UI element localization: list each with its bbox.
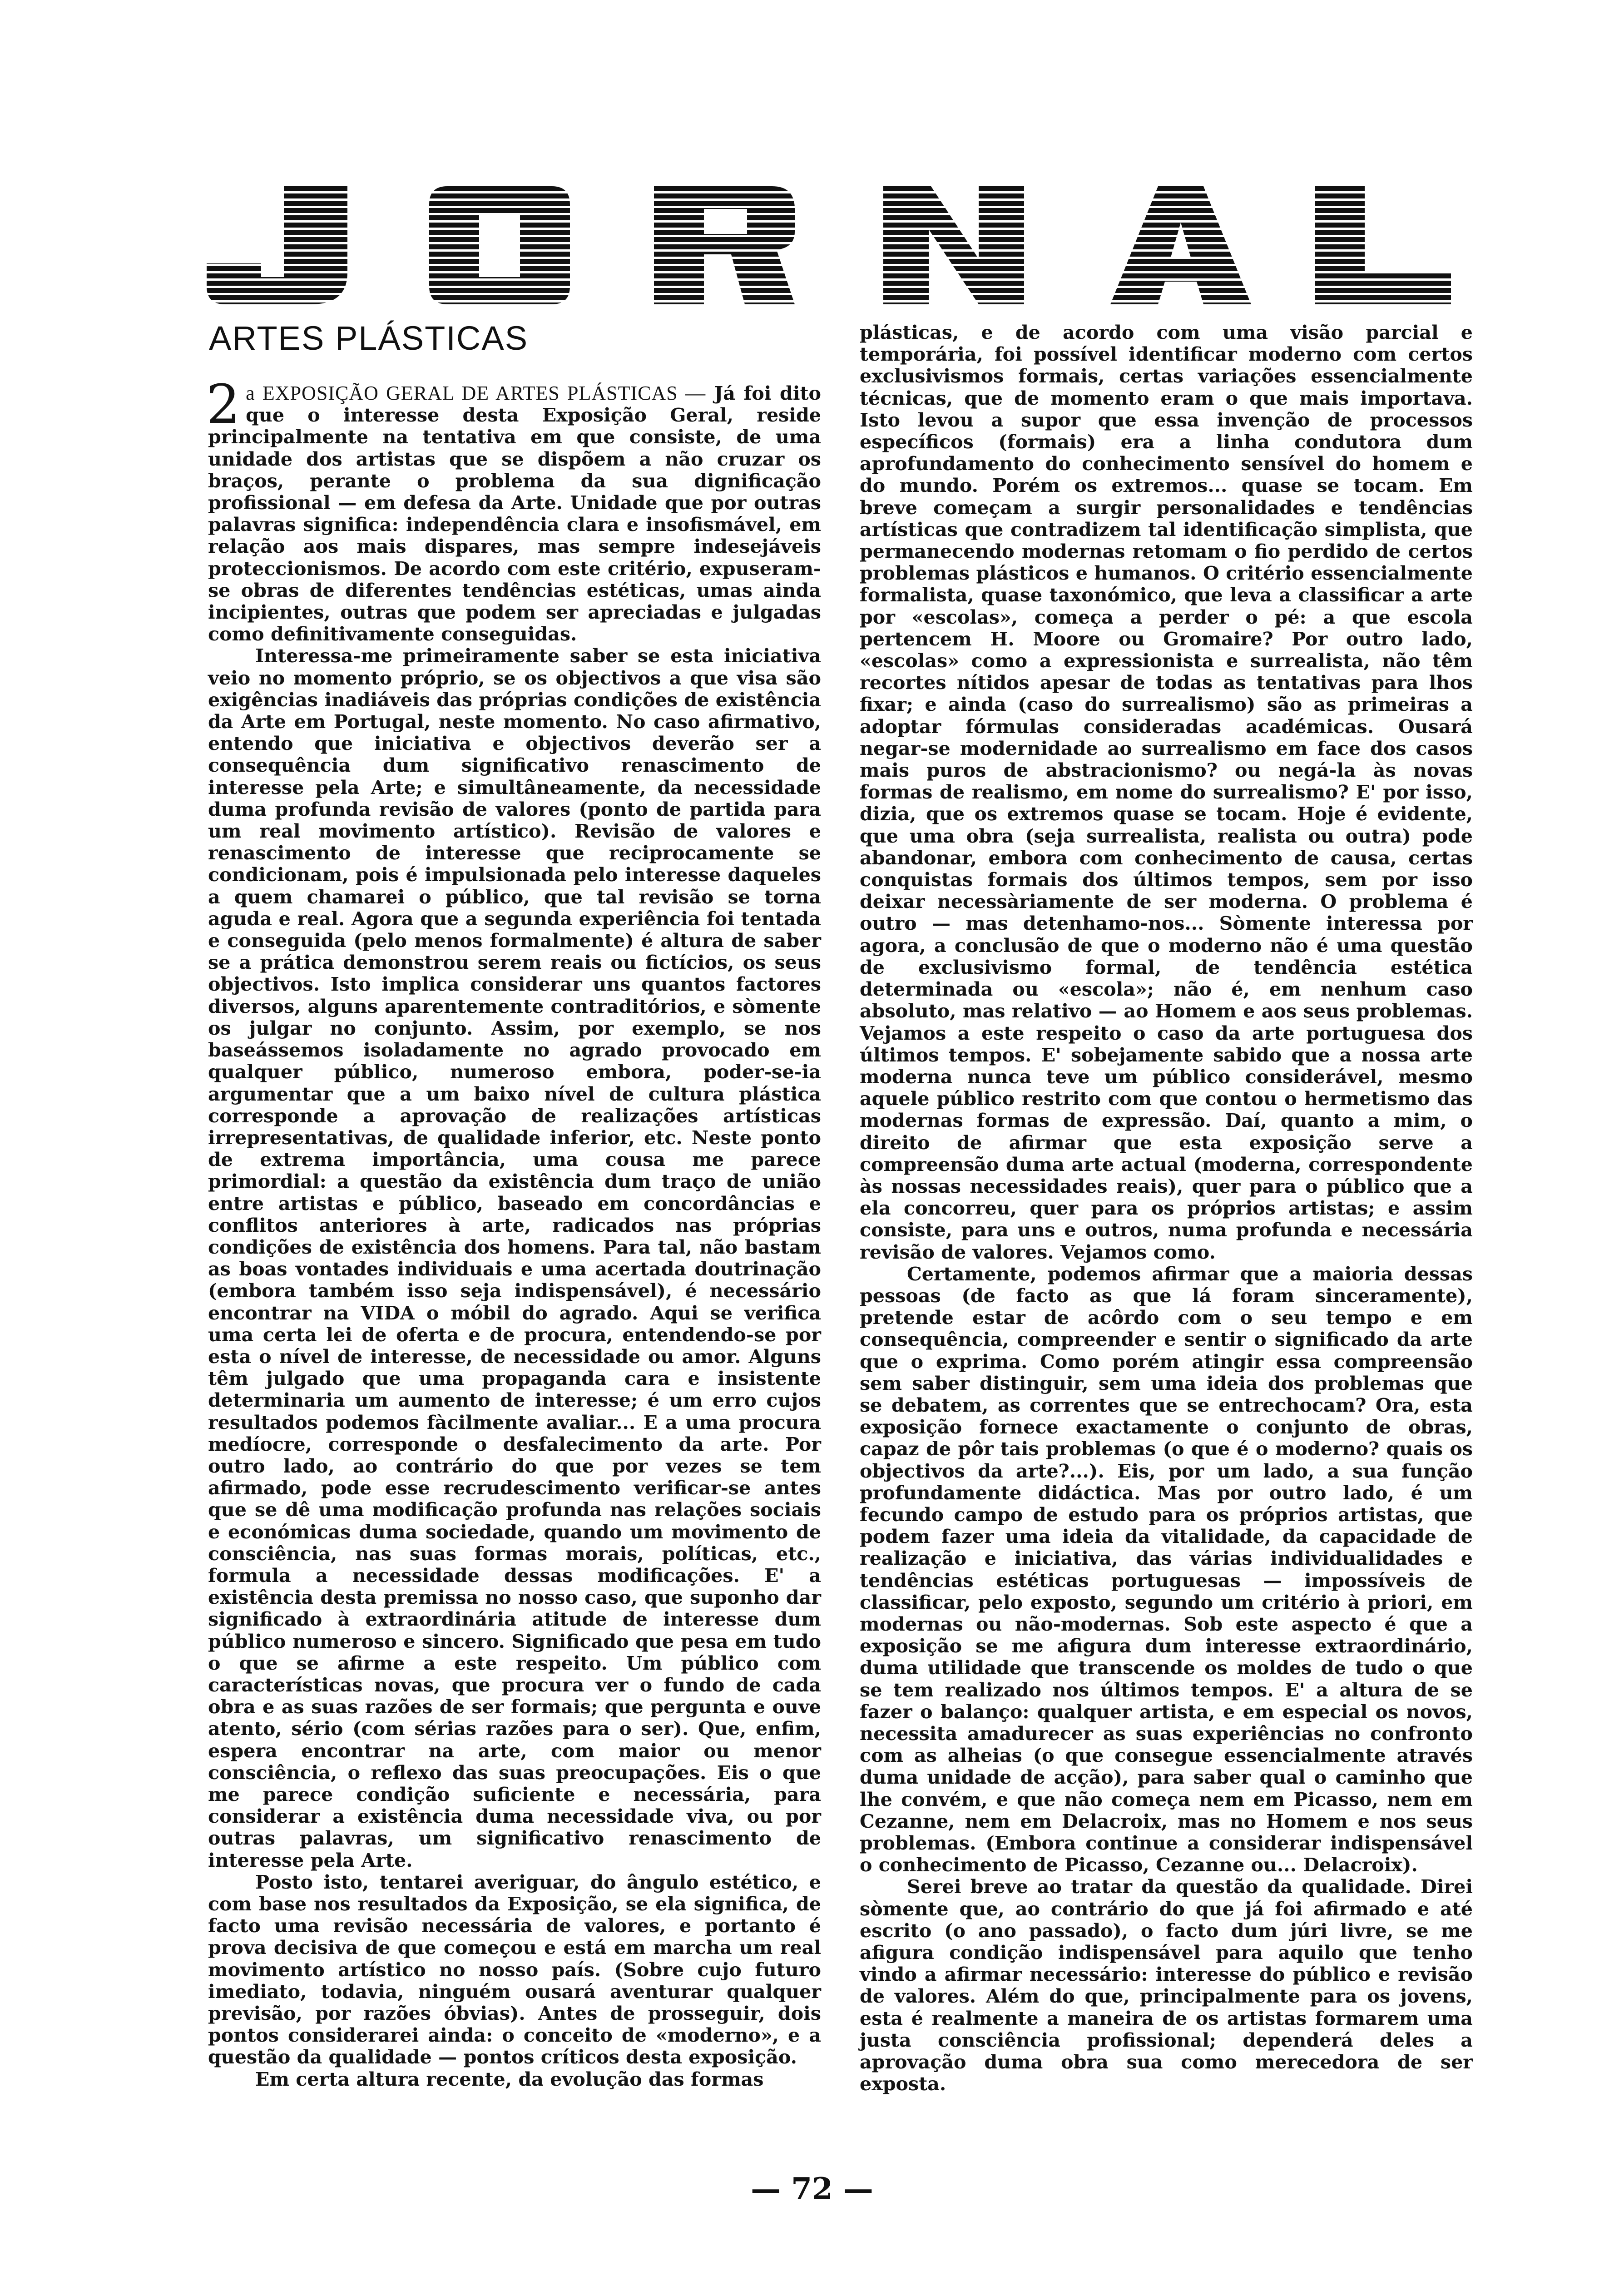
article-left-column (206, 373, 821, 2090)
masthead-letter-r (654, 186, 795, 304)
masthead-letter-o (429, 186, 570, 304)
masthead (207, 186, 1451, 304)
right-paragraph-2: Certamente, podemos afirmar que a maioria dessas pessoas (de facto as que lá foram sinceramente), pretende estar de acôrdo com o seu tempo e em consequência, compreender e sentir o significado da arte que o exprima. Como porém atingir essa compreensão sem saber distinguir, sem uma ideia dos problemas que se debatem, as correntes que se entrechocam? Ora, esta exposição fornece exactamente o conjunto de obras, capaz de pôr tais problemas (o que é o moderno? quais os objectivos da arte?...). Eis, por um lado, a sua função profundamente didáctica. Mas por outro lado, é um fecundo campo de estudo para os próprios artistas, que podem fazer uma ideia da vitalidade, da capacidade de realização e iniciativa, das várias individualidades e tendências estéticas portuguesas — impossíveis de classificar, pelo exposto, segundo um critério à priori, em modernas ou não-modernas. Sob este aspecto é que a exposição se me afigura dum interesse extraordinário, duma utilidade que transcende os moldes de tudo o que se tem realizado nos últimos tempos. E' a altura de se fazer o balanço: qualquer artista, e em especial os novos, necessita amadurecer as suas experiências no confronto com as alheias (o que consegue essencialmente através duma unidade de acção), para saber qual o caminho que lhe convém, e que não começa nem em Picasso, nem em Cezanne, nem em Delacroix, mas no Homem e nos seus problemas. (Embora continue a considerar indispensável o conhecimento de Picasso, Cezanne ou... Delacroix). (860, 1262, 1473, 1876)
masthead-letter-l (1315, 186, 1451, 304)
left-paragraph-4: Em certa altura recente, da evolução das formas (255, 2068, 764, 2090)
lead-text: Já foi dito que o interesse desta Exposição Geral, reside principalmente na tentativa em que consiste, de uma unidade dos artistas que se dispõem a não cruzar os braços, perante o problema da sua dignificação profissional — em defesa da Arte. Unidade que por outras palavras significa: independência clara e insofismável, em relação aos mais dispares, mas sempre indesejáveis proteccionismos. De acordo com este critério, expuseram-se obras de diferentes tendências estéticas, umas ainda incipientes, outras que podem ser apreciadas e julgadas como definitivamente conseguidas. (208, 382, 821, 645)
right-paragraph-1: plásticas, e de acordo com uma visão parcial e temporária, foi possível identificar moderno com certos exclusivismos formais, certas variações essencialmente técnicas, que de momento eram o que mais importava. Isto levou a supor que essa invenção de processos específicos (formais) era a linha condutora dum aprofundamento do conhecimento sensível do homem e do mundo. Porém os extremos... quase se tocam. Em breve começam a surgir personalidades e tendências artísticas que contradizem tal identificação simplista, que permanecendo modernas retomam o fio perdido de certos problemas plásticos e humanos. O critério essencialmente formalista, quase taxonómico, que leva a classificar a arte por «escolas», começa a perder o pé: a que escola pertencem H. Moore ou Gromaire? Por outro lado, «escolas» como a expressionista e surrealista, não têm recortes nítidos apesar de todas as tentativas para lhos fixar; e ainda (caso do surrealismo) são as primeiras a adoptar fórmulas consideradas académicas. Ousará negar-se modernidade ao surrealismo em face dos casos mais puros de abstracionismo? ou negá-la às novas formas de realismo, em nome do surrealismo? E' por isso, dizia, que os extremos quase se tocam. Hoje é evidente, que uma obra (seja surrealista, realista ou outra) pode abandonar, embora com conhecimento de causa, certas conquistas formais dos últimos tempos, sem por isso deixar necessàriamente de ser moderna. O problema é outro — mas detenhamo-nos... Sòmente interessa por agora, a conclusão de que o moderno não é uma questão de exclusivismo formal, de tendência estética determinada ou «escola»; não é, em nenhum caso absoluto, mas relativo — ao Homem e aos seus problemas. Vejamos a este respeito o caso da arte portuguesa dos últimos tempos. E' sobejamente sabido que a nossa arte moderna nunca teve um público considerável, mesmo aquele público restrito com que contou o hermetismo das modernas formas de expressão. Daí, quanto a mim, o direito de afirmar que esta exposição serve a compreensão duma arte actual (moderna, correspondente às nossas necessidades reais), quer para o público que a ela concorreu, quer para os próprios artistas; e assim consiste, para uns e outros, numa profunda e necessária revisão de valores. Vejamos como. (860, 321, 1473, 1263)
page-number: — 72 — (751, 2171, 873, 2207)
right-paragraph-3: Serei breve ao tratar da questão da qualidade. Direi sòmente que, ao contrário do que já foi afirmado e até escrito (o ano passado), o facto dum júri livre, se me afigura condição indispensável para aquilo que tenho vindo a afirmar necessário: interesse do público e revisão de valores. Além do que, principalmente para os jovens, esta é realmente a maneira de os artistas formarem uma justa consciência profissional; dependerá deles a aprovação duma obra sua como merecedora de ser exposta. (860, 1875, 1473, 2095)
left-paragraph-3: Posto isto, tentarei averiguar, do ângulo estético, e com base nos resultados da Exposição, se ela significa, de facto uma revisão necessária de valores, e portanto é prova decisiva de que começou e está em marcha um real movimento artístico no nosso país. (Sobre cujo futuro imediato, todavia, ninguém ousará aventurar qualquer previsão, por razões óbvias). Antes de prosseguir, dois pontos considerarei ainda: o conceito de «moderno», e a questão da qualidade — pontos críticos desta exposição. (208, 1870, 821, 2068)
section-title: ARTES PLÁSTICAS (209, 319, 529, 357)
drop-number: 2 (206, 373, 241, 436)
lead-heading: a EXPOSIÇÃO GERAL DE ARTES PLÁSTICAS — (246, 382, 706, 404)
masthead-letter-j (207, 186, 347, 304)
masthead-letter-n (883, 186, 1024, 304)
article-right-column (860, 322, 1473, 2095)
masthead-letter-a (1110, 186, 1251, 304)
left-paragraph-2: Interessa-me primeiramente saber se esta iniciativa veio no momento próprio, se os objectivos a que visa são exigências inadiáveis das próprias condições de existência da Arte em Portugal, neste momento. No caso afirmativo, entendo que iniciativa e objectivos deverão ser a consequência dum significativo renascimento de interesse pela Arte; e simultâneamente, da necessidade duma profunda revisão de valores (ponto de partida para um real movimento artístico). Revisão de valores e renascimento de interesse que reciprocamente se condicionam, pois é impulsionada pelo interesse daqueles a quem chamarei o público, que tal revisão se torna aguda e real. Agora que a segunda experiência foi tentada e conseguida (pelo menos formalmente) é altura de saber se a prática demonstrou serem reais ou fictícios, os seus objectivos. Isto implica considerar uns quantos factores diversos, alguns aparentemente contraditórios, e sòmente os julgar no conjunto. Assim, por exemplo, se nos baseássemos isoladamente no agrado provocado em qualquer público, numeroso embora, poder-se-ia argumentar que a um baixo nível de cultura plástica corresponde a aprovação de realizações artísticas irrepresentativas, de qualidade inferior, etc. Neste ponto de extrema importância, uma cousa me parece primordial: a questão da existência dum traço de união entre artistas e público, baseado em concordâncias e conflitos anteriores à arte, radicados nas próprias condições de existência dos homens. Para tal, não bastam as boas vontades individuais e uma acertada doutrinação (embora também isso seja indispensável), é necessário encontrar na VIDA o móbil do agrado. Aqui se verifica uma certa lei de oferta e de procura, entendendo-se por esta o nível de interesse, de necessidade ou amor. Alguns têm julgado que uma propaganda cara e insistente determinaria um aumento de interesse; é um erro cujos resultados podemos fàcilmente avaliar... E a uma procura medíocre, corresponde o desfalecimento da arte. Por outro lado, ao contrário do que por vezes se tem afirmado, pode esse recrudescimento verificar-se antes que se dê uma modificação profunda nas relações sociais e económicas duma sociedade, quando um movimento de consciência, nas suas formas morais, políticas, etc., formula a necessidade dessas modificações. E' a existência desta premissa no nosso caso, que suponho dar significado à extraordinária atitude de interesse dum público numeroso e sincero. Significado que pesa em tudo o que se afirme a este respeito. Um público com características novas, que procura ver o fundo de cada obra e as suas razões de ser formais; que pergunta e ouve atento, sério (com sérias razões para o ser). Que, enfim, espera encontrar na arte, com maior ou menor consciência, o reflexo das suas preocupações. Eis o que me parece condição suficiente e necessária, para considerar a existência duma necessidade viva, ou por outras palavras, um significativo renascimento de interesse pela Arte. (208, 645, 821, 1871)
lead-paragraph (206, 373, 821, 645)
